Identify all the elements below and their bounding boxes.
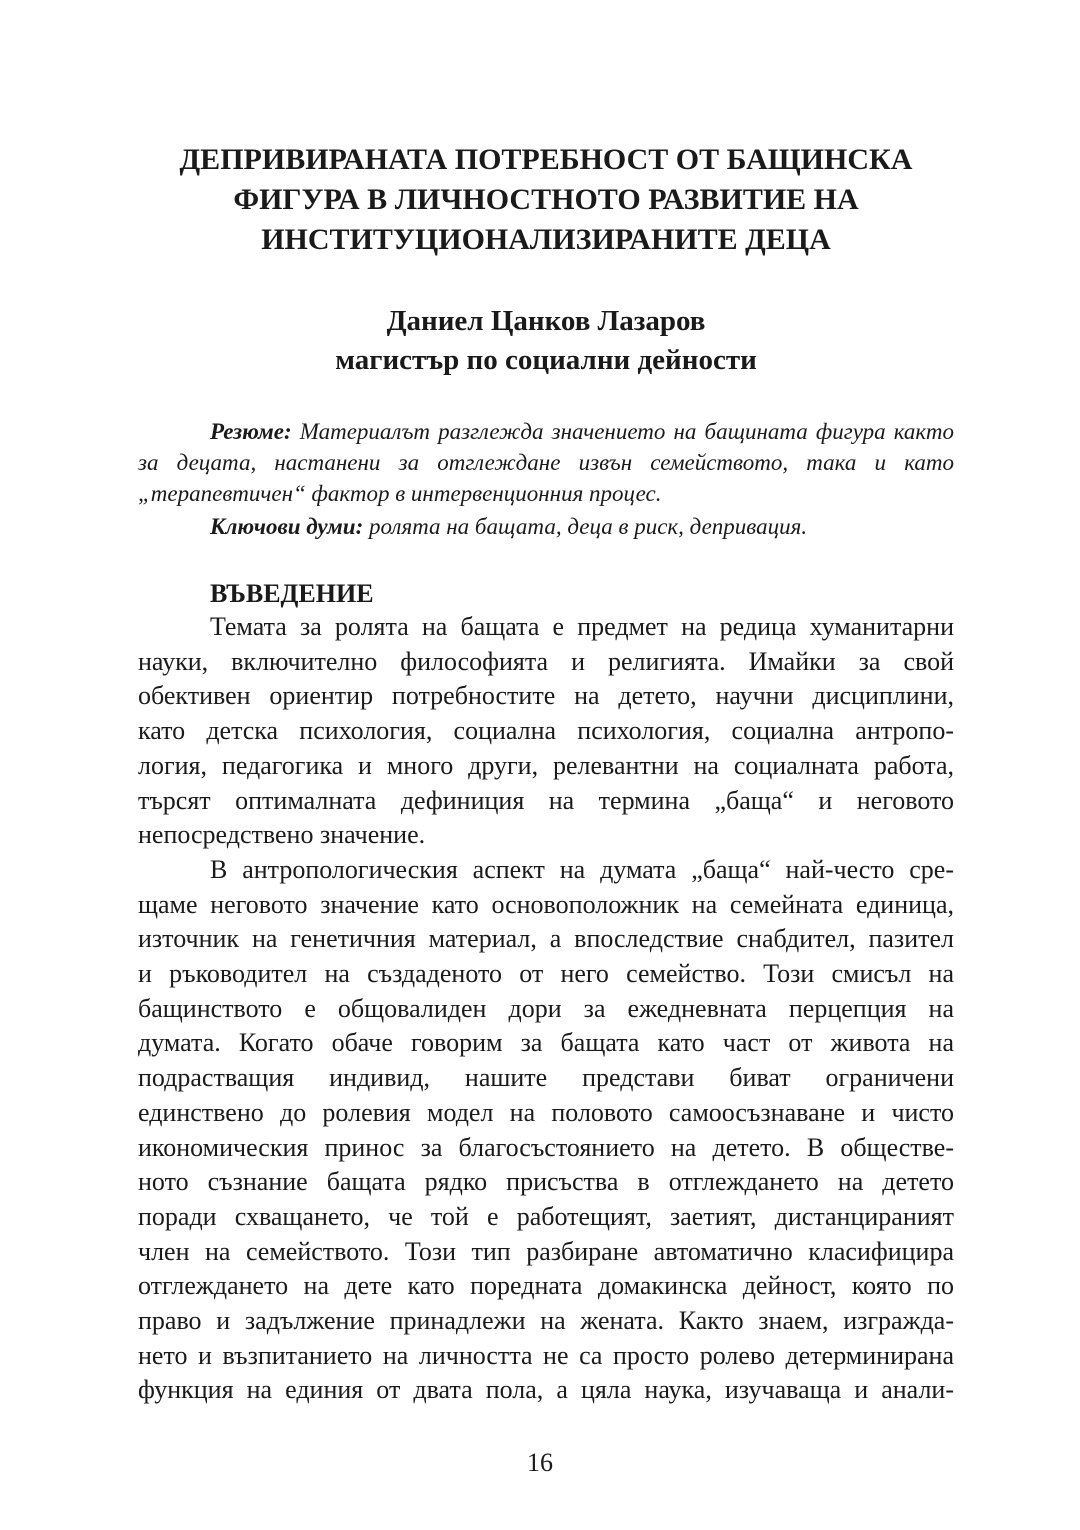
keywords-label: Ключови думи: bbox=[210, 514, 364, 539]
body-line: като детска психология, социална психология, социална антропо- bbox=[138, 716, 954, 746]
title-line: ИНСТИТУЦИОНАЛИЗИРАНИТЕ ДЕЦА bbox=[261, 223, 831, 256]
page-number: 16 bbox=[527, 1448, 553, 1477]
body-line: бащинството е общовалиден дори за ежедневната перцепция на bbox=[138, 993, 954, 1023]
body-line: член на семейството. Този тип разбиране автоматично класифицира bbox=[138, 1236, 954, 1266]
author-degree: магистър по социални дейности bbox=[335, 344, 757, 376]
section-heading: ВЪВЕДЕНИЕ bbox=[210, 579, 374, 608]
body-line: и ръководител на създаденото от него семейство. Този смисъл на bbox=[138, 959, 954, 989]
body-text bbox=[138, 610, 954, 1408]
body-line: В антропологическия аспект на думата „баща“ най-често сре- bbox=[210, 854, 954, 884]
body-line: отглеждането на дете като поредната домакинска дейност, която по bbox=[138, 1271, 954, 1301]
summary-label: Резюме: bbox=[210, 419, 292, 444]
body-line: икономическия принос за благосъстоянието на детето. В обществе- bbox=[138, 1132, 954, 1162]
body-line: щаме неговото значение като основоположник на семейната единица, bbox=[138, 889, 954, 919]
body-line: непосредствено значение. bbox=[138, 820, 426, 850]
keywords-text: ролята на бащата, деца в риск, депривация. bbox=[363, 514, 808, 539]
body-line: логия, педагогика и много други, релевантни на социалната работа, bbox=[138, 750, 954, 780]
body-line: източник на генетичния материал, а впоследствие снабдител, пазител bbox=[138, 924, 954, 954]
summary-paragraph bbox=[138, 416, 954, 509]
summary-text: Материалът разглежда значението на бащината фигура както за децата, настанени за отглеждане извън семейството, така и като „терапевтичен“ фактор в интервенционния процес. bbox=[138, 419, 954, 506]
body-line: ното съзнание бащата рядко присъства в отглеждането на детето bbox=[138, 1167, 954, 1197]
abstract bbox=[138, 416, 954, 542]
body-line: нето и възпитанието на личността не са просто ролево детерминирана bbox=[138, 1340, 954, 1370]
body-line: Темата за ролята на бащата е предмет на редица хуманитарни bbox=[210, 612, 954, 641]
body-line: търсят оптималната дефиниция на термина „баща“ и неговото bbox=[138, 785, 954, 815]
body-line: подрастващия индивид, нашите представи биват ограничени bbox=[138, 1063, 954, 1093]
body-line: обективен ориентир потребностите на детето, научни дисциплини, bbox=[138, 681, 954, 711]
body-line: функция на единия от двата пола, а цяла наука, изучаваща и анали- bbox=[138, 1375, 954, 1405]
page-content bbox=[138, 140, 954, 1408]
article-title bbox=[138, 140, 954, 260]
keywords-paragraph bbox=[138, 511, 954, 542]
body-line: науки, включително философията и религията. Имайки за свой bbox=[138, 646, 954, 676]
author-block bbox=[138, 302, 954, 380]
title-line: ДЕПРИВИРАНАТА ПОТРЕБНОСТ ОТ БАЩИНСКА bbox=[179, 143, 913, 176]
body-line: единствено до ролевия модел на половото самоосъзнаване и чисто bbox=[138, 1097, 954, 1127]
title-line: ФИГУРА В ЛИЧНОСТНОТО РАЗВИТИЕ НА bbox=[233, 183, 859, 216]
body-line: право и задължение принадлежи на жената. Както знаем, изгражда- bbox=[138, 1306, 954, 1336]
body-line: думата. Когато обаче говорим за бащата като част от живота на bbox=[138, 1028, 954, 1058]
body-line: поради схващането, че той е работещият, заетият, дистанцираният bbox=[138, 1201, 954, 1231]
author-name: Даниел Цанков Лазаров bbox=[386, 305, 706, 337]
